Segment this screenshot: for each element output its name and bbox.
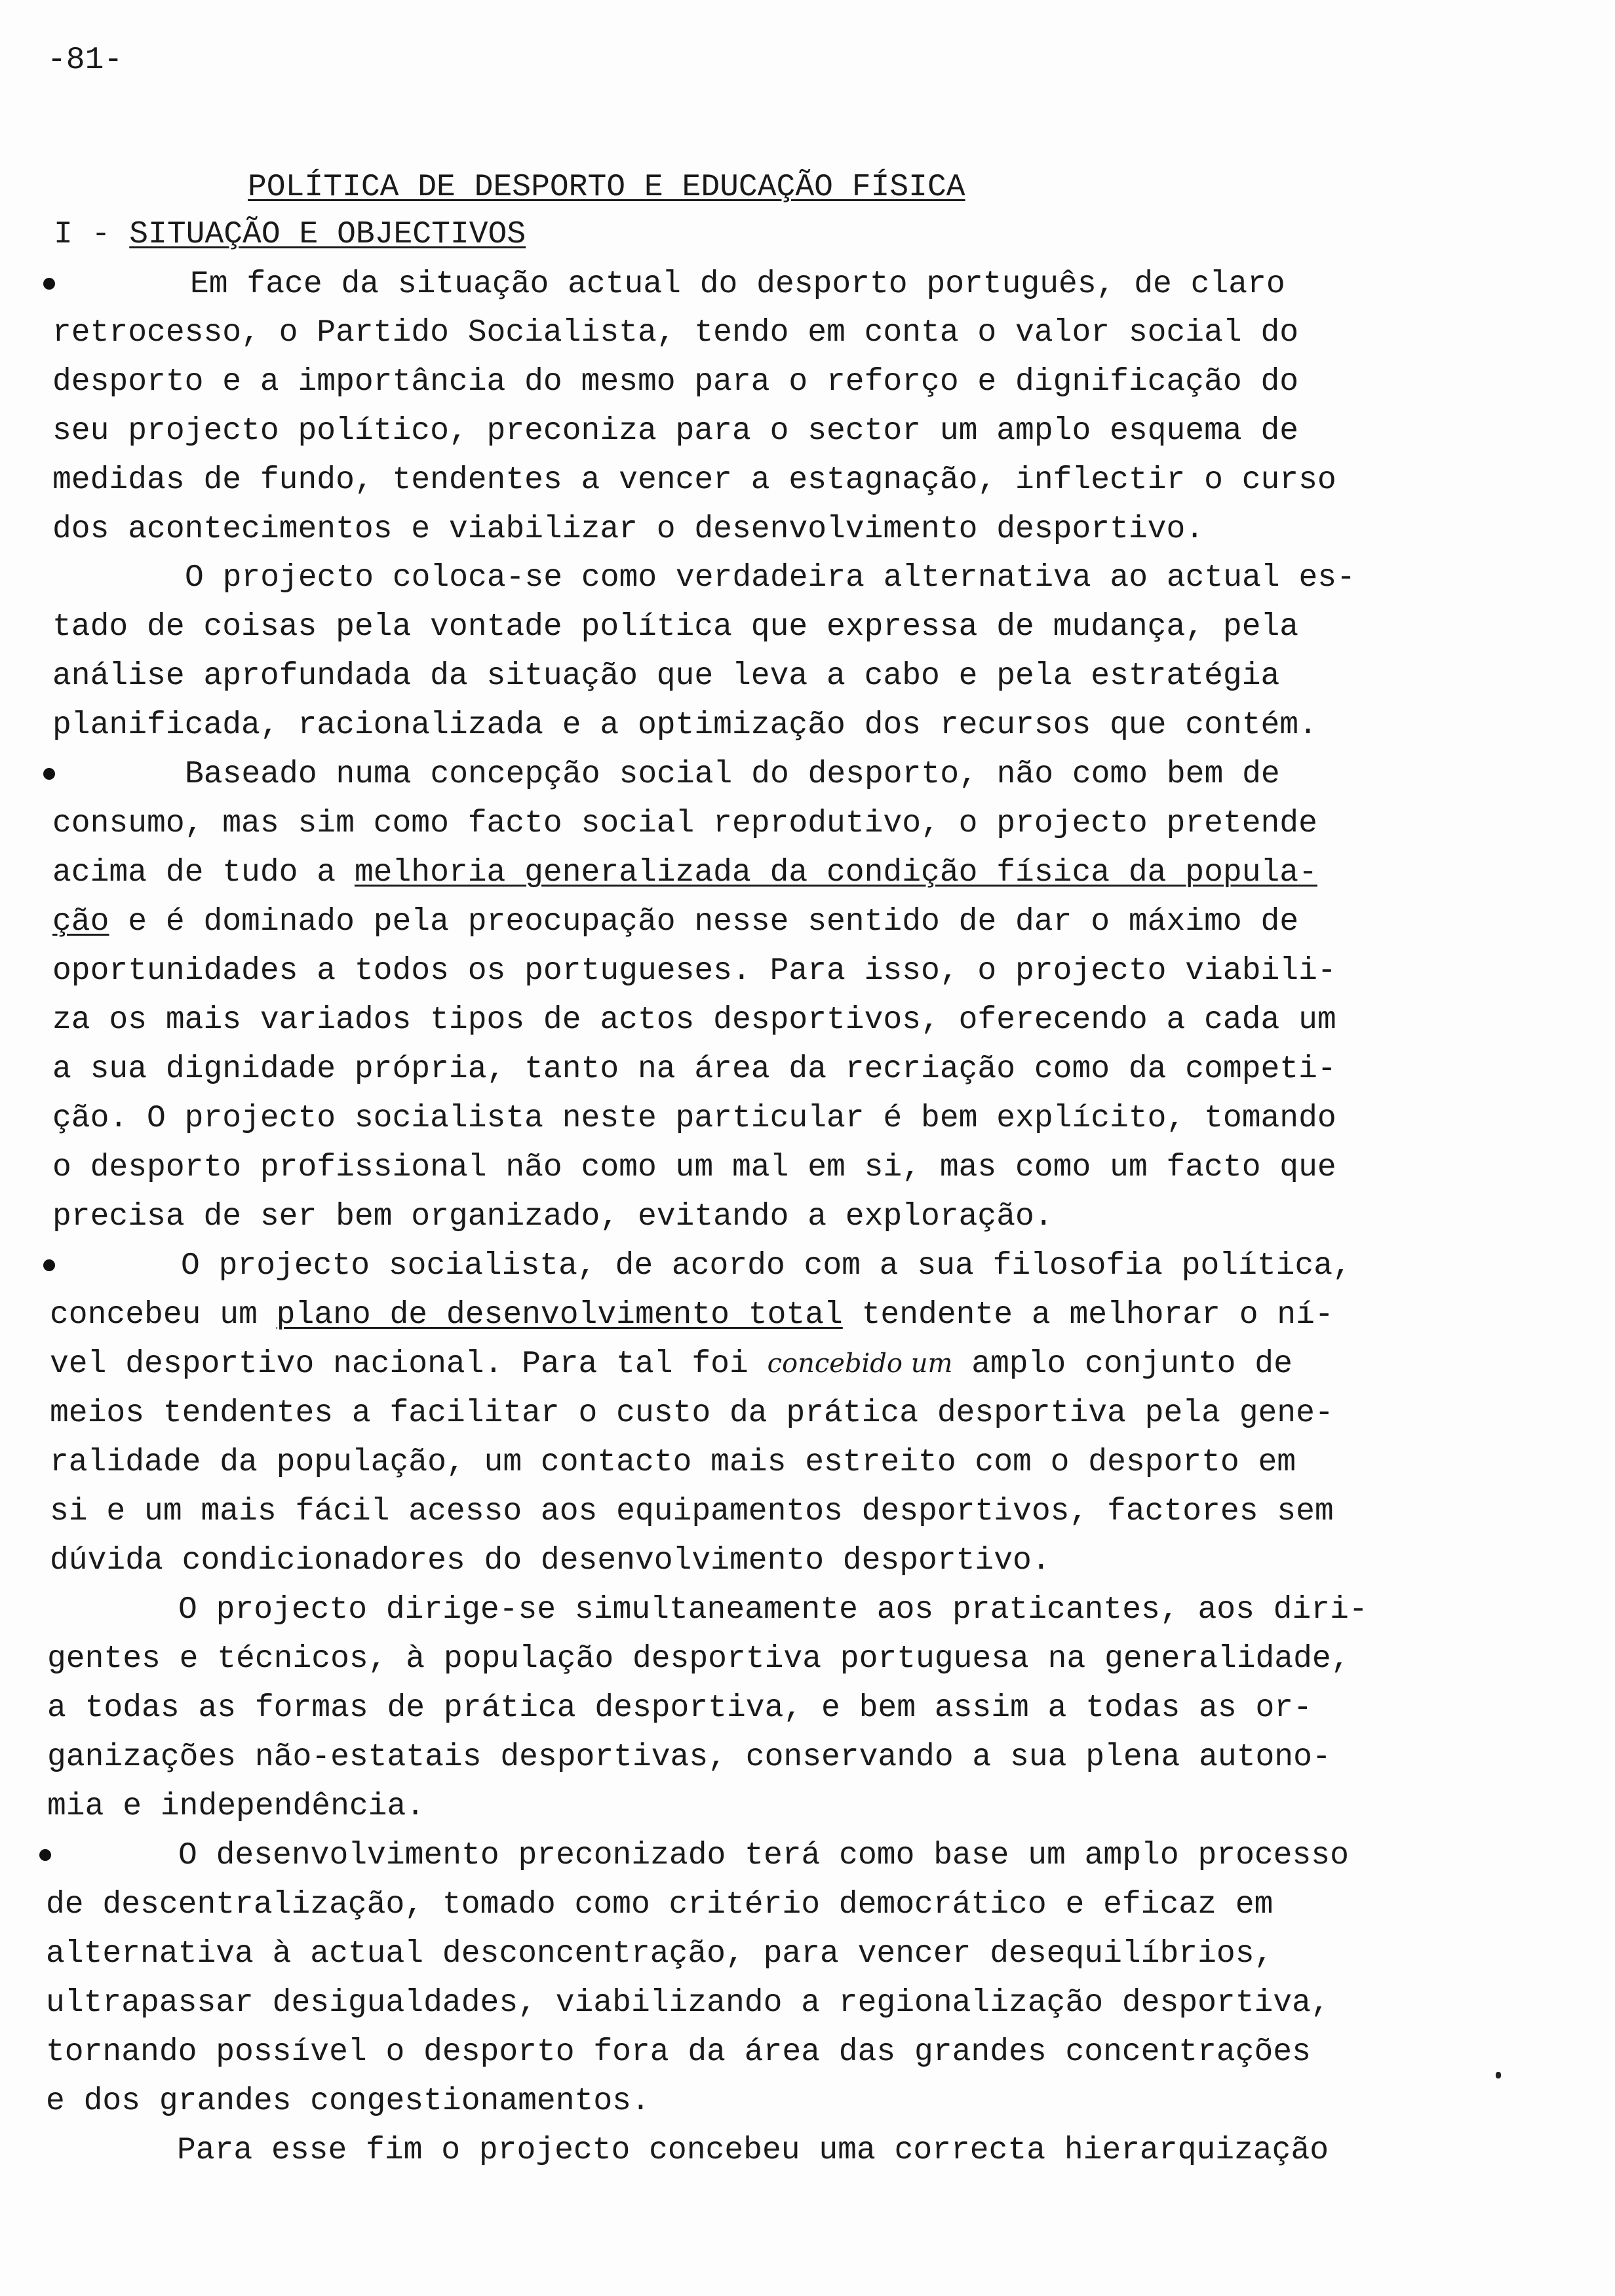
bullet-point bbox=[43, 1259, 55, 1271]
text-line: O desenvolvimento preconizado terá como base um amplo processo bbox=[178, 1838, 1349, 1873]
bullet-point bbox=[43, 768, 55, 780]
bullet-point bbox=[43, 278, 55, 290]
text-line: ralidade da população, um contacto mais estreito com o desporto em bbox=[50, 1445, 1296, 1480]
text-line: medidas de fundo, tendentes a vencer a estagnação, inflectir o curso bbox=[52, 463, 1336, 498]
text-line: tado de coisas pela vontade política que expressa de mudança, pela bbox=[52, 609, 1299, 645]
text-line bbox=[52, 857, 1317, 889]
text-line: Baseado numa concepção social do desporto, não como bem de bbox=[185, 757, 1280, 792]
text-line: ganizações não-estatais desportivas, conservando a sua plena autono- bbox=[47, 1740, 1331, 1775]
text-segment: e é dominado pela preocupação nesse sentido de dar o máximo de bbox=[109, 904, 1299, 940]
text-line: O projecto coloca-se como verdadeira alternativa ao actual es- bbox=[185, 560, 1355, 596]
text-line: de descentralização, tomado como critério democrático e eficaz em bbox=[46, 1887, 1274, 1923]
text-line: seu projecto político, preconiza para o sector um amplo esquema de bbox=[52, 413, 1299, 449]
text-line: mia e independência. bbox=[47, 1789, 425, 1824]
document-title: POLÍTICA DE DESPORTO E EDUCAÇÃO FÍSICA bbox=[248, 170, 965, 205]
section-title: SITUAÇÃO E OBJECTIVOS bbox=[129, 217, 526, 252]
text-line: a sua dignidade própria, tanto na área da recriação como da competi- bbox=[52, 1052, 1336, 1087]
text-line: ultrapassar desigualdades, viabilizando a regionalização desportiva, bbox=[46, 1985, 1330, 2021]
text-line: tornando possível o desporto fora da área das grandes concentrações bbox=[46, 2035, 1311, 2070]
text-line: e dos grandes congestionamentos. bbox=[46, 2084, 650, 2119]
text-line bbox=[52, 906, 1298, 938]
text-line: o desporto profissional não como um mal em si, mas como um facto que bbox=[52, 1150, 1336, 1185]
text-line: ção. O projecto socialista neste particular é bem explícito, tomando bbox=[52, 1101, 1336, 1136]
section-prefix: I - bbox=[54, 217, 130, 252]
text-line: dúvida condicionadores do desenvolvimento desportivo. bbox=[50, 1543, 1051, 1578]
text-line: Para esse fim o projecto concebeu uma correcta hierarquização bbox=[177, 2133, 1329, 2168]
text-line: dos acontecimentos e viabilizar o desenvolvimento desportivo. bbox=[52, 512, 1205, 547]
text-line: alternativa à actual desconcentração, para vencer desequilíbrios, bbox=[46, 1936, 1274, 1972]
text-segment: concebeu um bbox=[50, 1297, 277, 1333]
text-line: desporto e a importância do mesmo para o reforço e dignificação do bbox=[52, 364, 1299, 400]
page-number: -81- bbox=[47, 43, 123, 78]
text-line: análise aprofundada da situação que leva a cabo e pela estratégia bbox=[52, 659, 1280, 694]
text-line: za os mais variados tipos de actos desportivos, oferecendo a cada um bbox=[52, 1003, 1336, 1038]
underlined-phrase: plano de desenvolvimento total bbox=[276, 1297, 843, 1333]
text-segment: acima de tudo a bbox=[52, 855, 355, 890]
text-line: consumo, mas sim como facto social reprodutivo, o projecto pretende bbox=[52, 806, 1317, 841]
ink-speck bbox=[1496, 2072, 1501, 2078]
text-line: gentes e técnicos, à população desportiva portuguesa na generalidade, bbox=[47, 1641, 1350, 1677]
text-line: planificada, racionalizada e a optimização dos recursos que contém. bbox=[52, 708, 1317, 743]
text-line: oportunidades a todos os portugueses. Para isso, o projecto viabili- bbox=[52, 953, 1336, 989]
text-line: retrocesso, o Partido Socialista, tendo em conta o valor social do bbox=[52, 315, 1299, 351]
text-line: Em face da situação actual do desporto português, de claro bbox=[190, 267, 1285, 302]
section-heading bbox=[54, 219, 526, 250]
handwritten-correction: concebido um bbox=[767, 1349, 953, 1379]
underlined-phrase: melhoria generalizada da condição física da popula- bbox=[354, 855, 1317, 890]
text-line: O projecto socialista, de acordo com a sua filosofia política, bbox=[181, 1248, 1352, 1284]
text-line: meios tendentes a facilitar o custo da prática desportiva pela gene- bbox=[50, 1396, 1334, 1431]
text-line: si e um mais fácil acesso aos equipamentos desportivos, factores sem bbox=[50, 1494, 1334, 1529]
underlined-phrase: ção bbox=[52, 904, 109, 940]
text-line bbox=[50, 1299, 1334, 1331]
bullet-point bbox=[39, 1849, 51, 1861]
text-segment: vel desportivo nacional. Para tal foi bbox=[50, 1347, 768, 1382]
text-segment: tendente a melhorar o ní- bbox=[842, 1297, 1334, 1333]
text-segment: amplo conjunto de bbox=[952, 1347, 1293, 1382]
text-line: a todas as formas de prática desportiva, e bem assim a todas as or- bbox=[47, 1691, 1312, 1726]
text-line bbox=[50, 1349, 1293, 1380]
text-line: O projecto dirige-se simultaneamente aos praticantes, aos diri- bbox=[178, 1592, 1368, 1628]
text-line: precisa de ser bem organizado, evitando a exploração. bbox=[52, 1199, 1053, 1234]
